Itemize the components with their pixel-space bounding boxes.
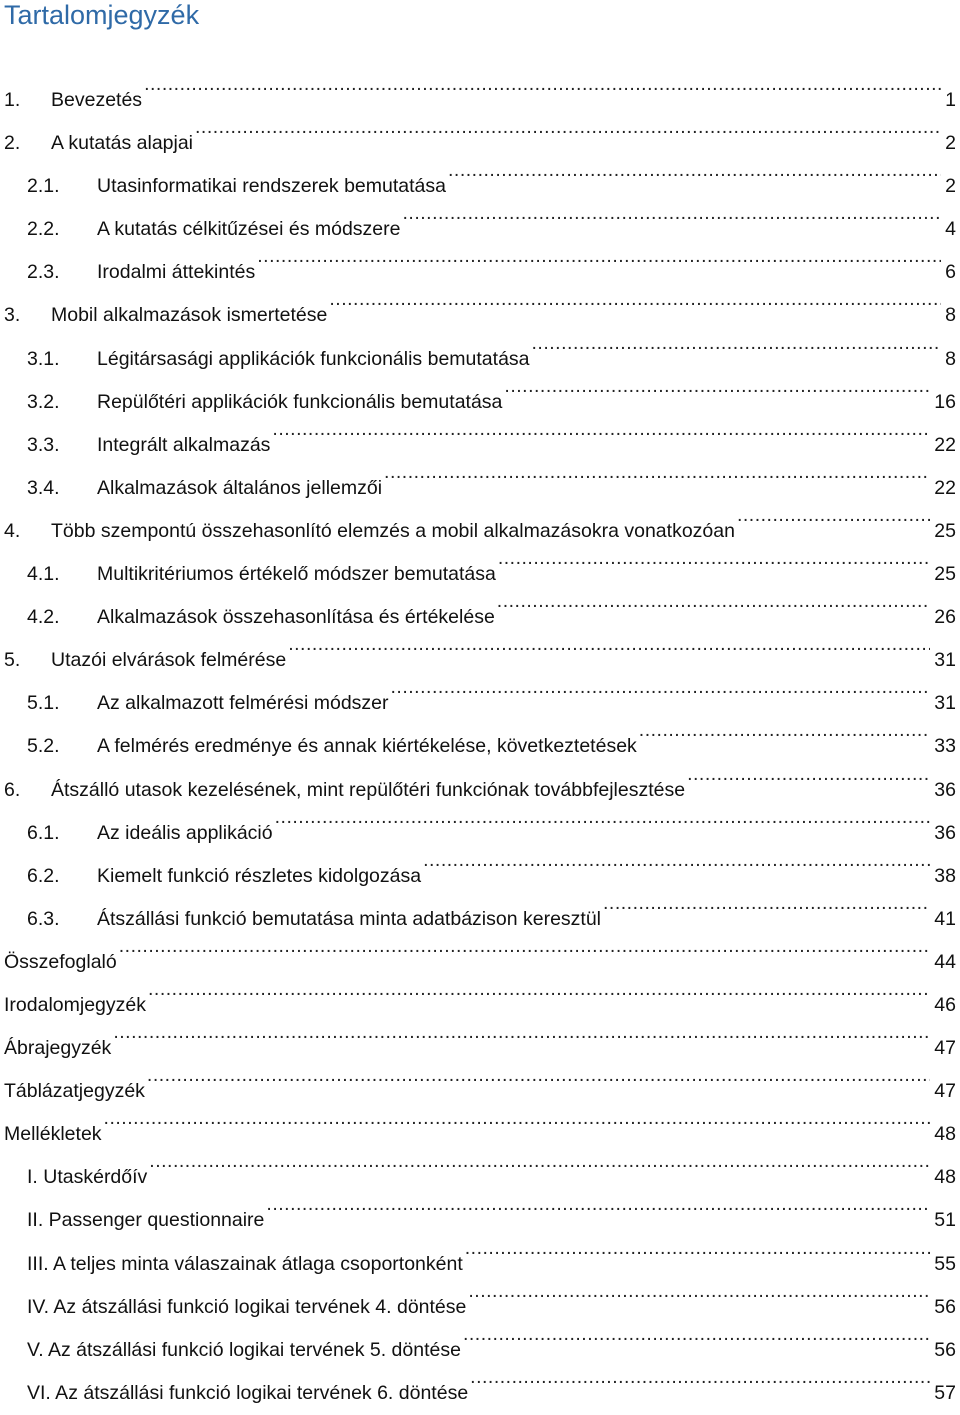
toc-entry-label: Mellékletek — [4, 1123, 102, 1146]
toc-entry-number: 6.3. — [27, 907, 60, 930]
toc-entry[interactable] — [0, 1270, 960, 1318]
toc-dot-leader — [119, 925, 931, 968]
toc-entry-page: 48 — [934, 1166, 956, 1189]
toc-entry-page: 16 — [934, 390, 956, 413]
toc-dot-leader — [497, 580, 931, 623]
toc-entry-number: 4. — [4, 519, 21, 542]
toc-entry-label: Mobil alkalmazások ismertetése — [51, 304, 328, 327]
toc-entry[interactable] — [0, 968, 960, 1016]
toc-entry-label: III. A teljes minta válaszainak átlaga csoportonként — [27, 1252, 463, 1275]
toc-entry[interactable] — [0, 106, 960, 155]
toc-dot-leader — [470, 1356, 930, 1399]
toc-dot-leader — [144, 63, 941, 106]
toc-dot-leader — [104, 1097, 931, 1140]
toc-entry-label: A felmérés eredménye és annak kiértékelése, következtetések — [97, 735, 637, 758]
toc-entry-page: 47 — [934, 1037, 956, 1060]
toc-entry-number: 3.1. — [27, 347, 60, 370]
toc-entry[interactable] — [0, 1140, 960, 1189]
toc-entry-number: 6.1. — [27, 821, 60, 844]
toc-dot-leader — [603, 882, 930, 925]
toc-entry[interactable] — [0, 925, 960, 973]
toc-entry-label: Multikritériumos értékelő módszer bemutatása — [97, 563, 496, 586]
toc-entry[interactable] — [0, 1227, 960, 1275]
toc-entry-number: 3.2. — [27, 390, 60, 413]
toc-dot-leader — [463, 1313, 930, 1356]
toc-entry-label: Átszállási funkció bemutatása minta adatbázison keresztül — [97, 907, 602, 930]
toc-entry-page: 36 — [934, 821, 956, 844]
toc-entry[interactable] — [0, 753, 960, 801]
toc-entry-label: Irodalomjegyzék — [4, 993, 146, 1016]
toc-entry-page: 2 — [945, 132, 956, 155]
toc-entry-label: Alkalmazások általános jellemzői — [97, 476, 383, 499]
toc-entry-number: 1. — [4, 89, 21, 111]
toc-entry-page: 55 — [934, 1252, 956, 1275]
toc-entry-page: 2 — [945, 175, 956, 198]
toc-entry-page: 1 — [945, 89, 956, 111]
toc-entry-page: 56 — [934, 1295, 956, 1318]
toc-entry-label: A kutatás célkitűzései és módszere — [97, 218, 401, 241]
toc-entry-label: Több szempontú összehasonlító elemzés a mobil alkalmazásokra vonatkozóan — [51, 519, 735, 542]
toc-entry[interactable] — [0, 882, 960, 930]
toc-entry-page: 41 — [934, 907, 956, 930]
toc-entry-label: Ábrajegyzék — [4, 1037, 112, 1060]
toc-entry[interactable] — [0, 149, 960, 198]
toc-dot-leader — [423, 839, 930, 882]
toc-list — [0, 63, 960, 1404]
toc-entry-label: Átszálló utasok kezelésének, mint repülőtéri funkciónak továbbfejlesztése — [51, 778, 686, 801]
toc-entry-page: 51 — [934, 1209, 956, 1232]
toc-entry[interactable] — [0, 1054, 960, 1103]
toc-entry-number: 5.2. — [27, 735, 60, 758]
page-title: Tartalomjegyzék — [4, 0, 200, 30]
toc-entry-label: Integrált alkalmazás — [97, 433, 271, 456]
toc-dot-leader — [448, 149, 941, 192]
toc-entry[interactable] — [0, 709, 960, 758]
toc-entry-label: Összefoglaló — [4, 950, 117, 973]
toc-entry-label: II. Passenger questionnaire — [27, 1209, 265, 1232]
toc-entry-label: Táblázatjegyzék — [4, 1080, 145, 1103]
toc-entry-label: Utazói elvárások felmérése — [51, 649, 287, 672]
toc-dot-leader — [737, 494, 930, 537]
toc-dot-leader — [639, 709, 931, 752]
toc-entry-page: 22 — [934, 433, 956, 456]
toc-entry-page: 8 — [945, 347, 956, 370]
toc-entry-page: 48 — [934, 1123, 956, 1146]
toc-dot-leader — [148, 968, 930, 1011]
toc-entry[interactable] — [0, 63, 960, 111]
toc-dot-leader — [532, 322, 942, 365]
toc-entry-page: 33 — [934, 735, 956, 758]
toc-entry[interactable] — [0, 839, 960, 887]
toc-entry-page: 8 — [945, 304, 956, 327]
toc-entry-page: 25 — [934, 563, 956, 586]
toc-entry[interactable] — [0, 537, 960, 586]
toc-entry-label: Kiemelt funkció részletes kidolgozása — [97, 864, 422, 887]
toc-dot-leader — [113, 1011, 930, 1054]
toc-entry[interactable] — [0, 796, 960, 844]
toc-dot-leader — [329, 278, 941, 321]
toc-entry-label: Légitársasági applikációk funkcionális bemutatása — [97, 347, 530, 370]
toc-entry-page: 47 — [934, 1080, 956, 1103]
toc-entry-number: 2.3. — [27, 261, 60, 284]
toc-dot-leader — [275, 796, 931, 839]
toc-entry-label: Bevezetés — [51, 89, 143, 111]
toc-entry-page: 4 — [945, 218, 956, 241]
toc-dot-leader — [266, 1183, 930, 1226]
toc-entry-page: 6 — [945, 261, 956, 284]
toc-entry-page: 31 — [934, 692, 956, 715]
toc-entry-label: VI. Az átszállási funkció logikai tervének 6. döntése — [27, 1381, 469, 1404]
toc-entry-page: 57 — [934, 1381, 956, 1404]
toc-entry[interactable] — [0, 192, 960, 241]
toc-entry-number: 5.1. — [27, 692, 60, 715]
toc-entry-number: 2.2. — [27, 218, 60, 241]
toc-entry-label: I. Utaskérdőív — [27, 1166, 148, 1189]
toc-entry-number: 2.1. — [27, 175, 60, 198]
toc-entry-label: V. Az átszállási funkció logikai tervének 5. döntése — [27, 1338, 461, 1361]
toc-entry[interactable] — [0, 278, 960, 327]
toc-entry-page: 31 — [934, 649, 956, 672]
toc-entry-number: 5. — [4, 649, 21, 672]
toc-entry-label: Repülőtéri applikációk funkcionális bemutatása — [97, 390, 503, 413]
toc-dot-leader — [465, 1227, 931, 1270]
toc-entry-number: 6.2. — [27, 864, 60, 887]
toc-dot-leader — [272, 408, 930, 451]
toc-dot-leader — [687, 753, 930, 796]
toc-entry[interactable] — [0, 580, 960, 629]
toc-entry-page: 44 — [934, 950, 956, 973]
toc-dot-leader — [195, 106, 941, 149]
toc-dot-leader — [384, 451, 930, 494]
toc-entry-number: 6. — [4, 778, 21, 801]
toc-entry-number: 3. — [4, 304, 21, 327]
toc-entry[interactable] — [0, 1011, 960, 1060]
toc-entry-page: 56 — [934, 1338, 956, 1361]
toc-dot-leader — [149, 1140, 930, 1183]
toc-entry-label: A kutatás alapjai — [51, 132, 194, 155]
toc-entry-number: 3.3. — [27, 433, 60, 456]
toc-entry[interactable] — [0, 235, 960, 284]
toc-entry-number: 2. — [4, 132, 21, 155]
toc-entry-page: 36 — [934, 778, 956, 801]
toc-dot-leader — [468, 1270, 930, 1313]
toc-entry-number: 4.1. — [27, 563, 60, 586]
toc-entry-number: 3.4. — [27, 476, 60, 499]
toc-entry-page: 22 — [934, 476, 956, 499]
toc-entry[interactable] — [0, 1356, 960, 1404]
toc-entry[interactable] — [0, 623, 960, 672]
toc-entry[interactable] — [0, 322, 960, 370]
toc-entry[interactable] — [0, 1313, 960, 1361]
toc-entry-label: Az alkalmazott felmérési módszer — [97, 692, 389, 715]
toc-entry[interactable] — [0, 451, 960, 499]
toc-dot-leader — [504, 365, 930, 408]
toc-entry[interactable] — [0, 365, 960, 413]
toc-entry-label: Irodalmi áttekintés — [97, 261, 256, 284]
toc-entry[interactable] — [0, 1183, 960, 1232]
toc-entry-number: 4.2. — [27, 606, 60, 629]
toc-entry-label: Alkalmazások összehasonlítása és értékelése — [97, 606, 495, 629]
toc-entry-label: Utasinformatikai rendszerek bemutatása — [97, 175, 446, 198]
toc-entry[interactable] — [0, 494, 960, 542]
toc-dot-leader — [288, 623, 930, 666]
toc-dot-leader — [257, 235, 941, 278]
toc-dot-leader — [391, 666, 931, 709]
toc-entry-page: 26 — [934, 606, 956, 629]
toc-dot-leader — [147, 1054, 930, 1097]
toc-entry-label: IV. Az átszállási funkció logikai tervének 4. döntése — [27, 1295, 467, 1318]
toc-entry-label: Az ideális applikáció — [97, 821, 273, 844]
toc-dot-leader — [498, 537, 930, 580]
toc-entry[interactable] — [0, 1097, 960, 1146]
toc-entry-page: 25 — [934, 519, 956, 542]
toc-dot-leader — [402, 192, 941, 235]
toc-entry-page: 38 — [934, 864, 956, 887]
toc-entry[interactable] — [0, 408, 960, 456]
toc-entry[interactable] — [0, 666, 960, 715]
toc-entry-page: 46 — [934, 993, 956, 1016]
